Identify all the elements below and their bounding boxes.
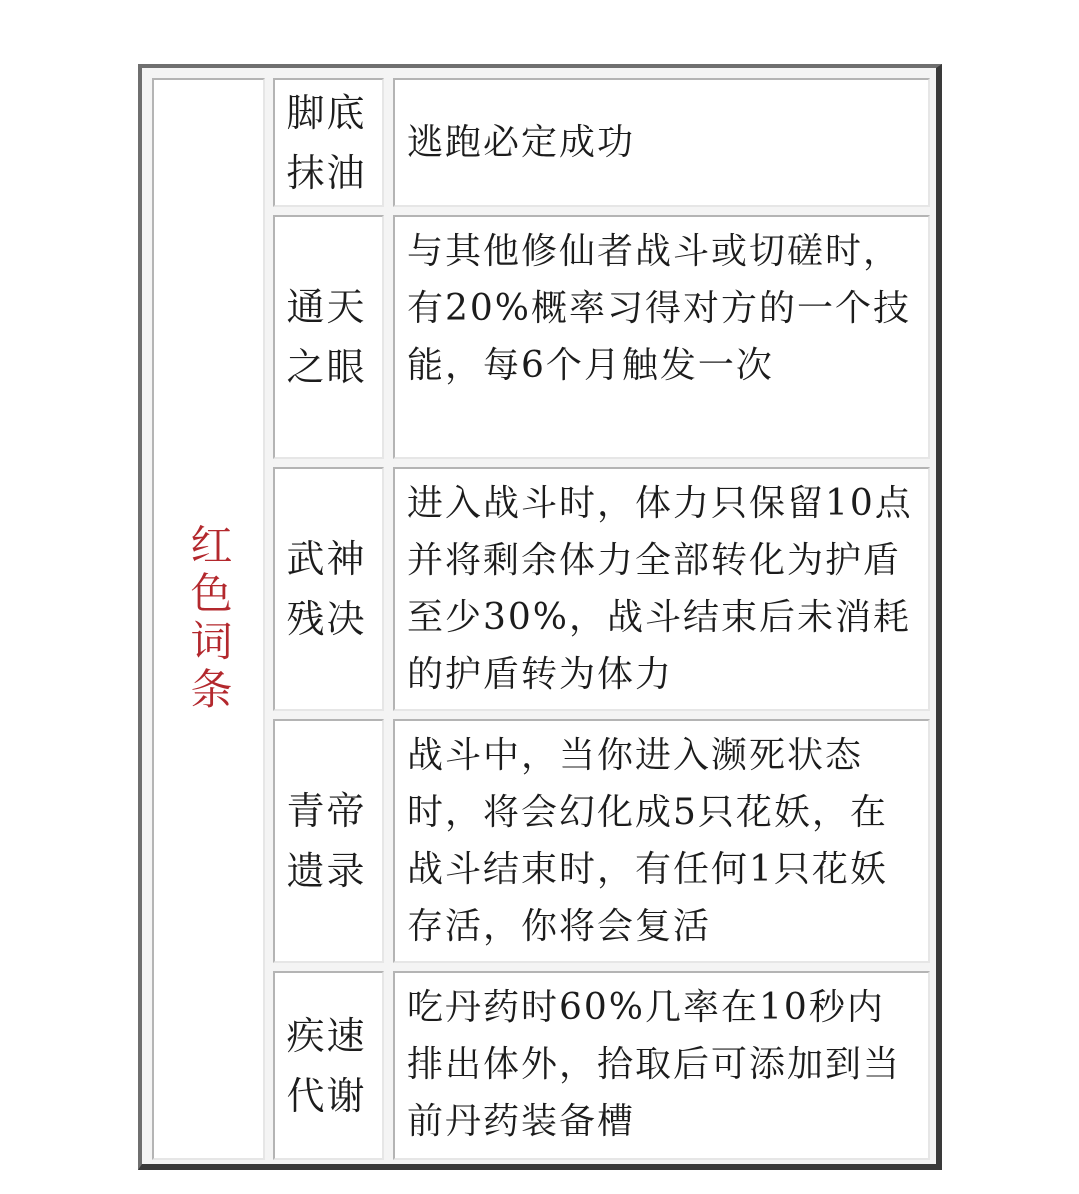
- entry-description: 吃丹药时60%几率在10秒内排出体外，拾取后可添加到当前丹药装备槽: [407, 987, 902, 1142]
- entry-description: 逃跑必定成功: [407, 122, 636, 163]
- entry-description-cell: [393, 971, 930, 1160]
- entry-name-cell: [273, 78, 384, 207]
- entry-name: 青帝遗录: [286, 789, 367, 893]
- category-cell: [152, 78, 265, 1160]
- entry-description-cell: [393, 215, 930, 459]
- entry-name: 通天之眼: [286, 285, 367, 389]
- entry-description-cell: [393, 719, 930, 963]
- category-label: 红色词条: [184, 523, 234, 715]
- entry-description: 与其他修仙者战斗或切磋时，有20%概率习得对方的一个技能，每6个月触发一次: [407, 231, 912, 386]
- entry-description: 进入战斗时，体力只保留10点并将剩余体力全部转化为护盾至少30%，战斗结束后未消耗的护盾转为体力: [407, 483, 913, 695]
- entry-name-cell: [273, 215, 384, 459]
- entry-name-cell: [273, 467, 384, 711]
- entry-name-cell: [273, 971, 384, 1160]
- entry-name: 脚底抹油: [286, 90, 367, 195]
- entry-description-cell: [393, 467, 930, 711]
- entry-description-cell: [393, 78, 930, 207]
- entry-name-cell: [273, 719, 384, 963]
- entry-description: 战斗中，当你进入濒死状态时，将会幻化成5只花妖，在战斗结束时，有任何1只花妖存活，你将会复活: [407, 735, 888, 947]
- entry-name: 武神残决: [286, 537, 367, 641]
- entry-name: 疾速代谢: [286, 1013, 367, 1118]
- entries-table: [138, 64, 942, 1170]
